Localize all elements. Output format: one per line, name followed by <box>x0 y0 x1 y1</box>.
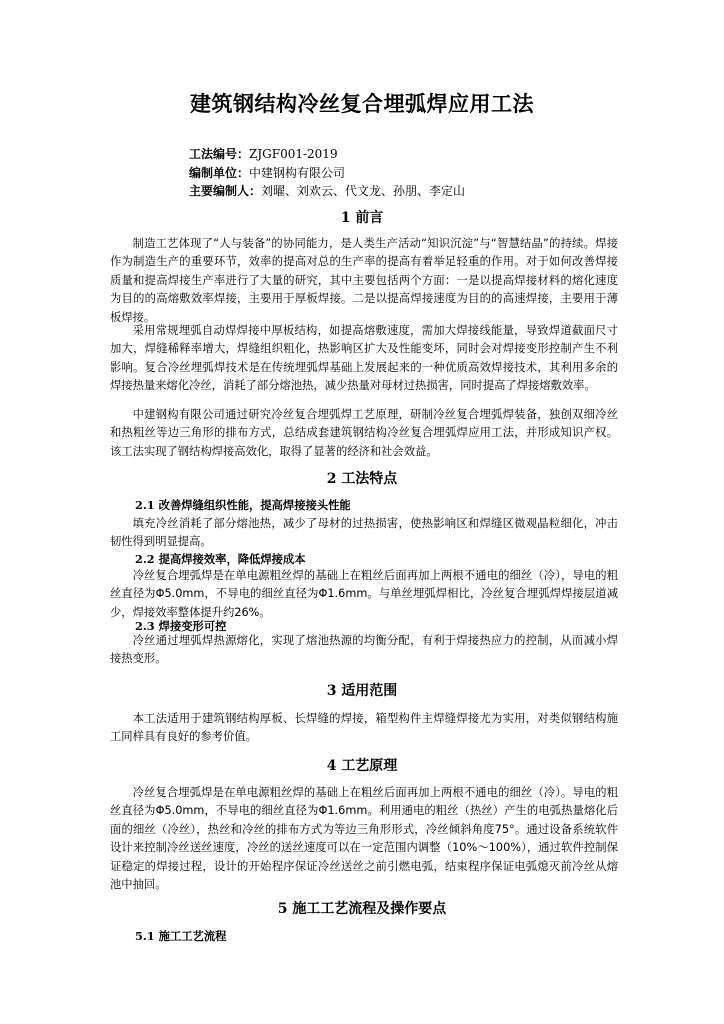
meta-code-label: 工法编号： <box>189 147 250 161</box>
section-1-paragraph-1: 制造工艺体现了“人与装备”的协同能力，是人类生产活动“知识沉淀”与“智慧结晶”的持续。焊接作为制造生产的重要环节，效率的提高对总的生产率的提高有着举足轻重的作用。对于如何改善焊接质量和提高焊接生产率进行了大量的研究，其中主要包括两个方面：一是以提高焊接材料的熔化速度为目的的高熔敷效率焊接，主要用于厚板焊接。二是以提高焊接速度为目的的高速焊接，主要用于薄板焊接。 <box>110 237 618 324</box>
section-5-heading <box>0 898 724 918</box>
subsection-2-1-heading <box>135 497 351 513</box>
section-3-paragraph: 本工法适用于建筑钢结构厚板、长焊缝的焊接，箱型构件主焊缝焊接尤为实用，对类似钢结构施工同样具有良好的参考价值。 <box>110 712 618 744</box>
subsection-2-3-title: 焊接变形可控 <box>158 620 227 633</box>
subsection-2-1-text: 填充冷丝消耗了部分熔池热，减少了母材的过热损害，使热影响区和焊缝区微观晶粒细化，冲击韧性得到明显提高。 <box>110 517 618 549</box>
section-3-heading <box>0 680 724 700</box>
section-1-title: 前言 <box>355 210 384 226</box>
section-4-heading <box>0 755 724 775</box>
subsection-2-3-number: 2.3 <box>135 619 155 633</box>
meta-authors-line <box>189 182 689 201</box>
section-5-number: 5 <box>277 901 288 917</box>
meta-authors-value: 刘曜、刘欢云、代文龙、孙朋、李定山 <box>261 184 466 198</box>
subsection-2-2-text: 冷丝复合埋弧焊是在单电源粗丝焊的基础上在粗丝后面再加上两根不通电的细丝（冷），导电的粗丝直径为Φ5.0mm，不导电的细丝直径为Φ1.6mm。与单丝埋弧焊相比，冷丝复合埋弧焊焊接层道减少，焊接效率整体提升约26%。 <box>110 569 618 619</box>
meta-authors-label: 主要编制人： <box>189 184 262 198</box>
meta-code-value: ZJGF001-2019 <box>249 147 338 161</box>
section-1-paragraph-3: 中建钢构有限公司通过研究冷丝复合埋弧焊工艺原理，研制冷丝复合埋弧焊装备，独创双细冷丝和热粗丝等边三角形的排布方式，总结成套建筑钢结构冷丝复合埋弧焊应用工法，并形成知识产权。该工法实现了钢结构焊接高效化，取得了显著的经济和社会效益。 <box>110 408 618 458</box>
section-4-number: 4 <box>326 758 337 774</box>
subsection-5-1-number: 5.1 <box>135 929 155 943</box>
section-1-paragraph-2: 采用常规埋弧自动焊焊接中厚板结构，如提高熔敷速度，需加大焊接线能量，导致焊道截面尺寸加大，焊缝稀释率增大，焊缝组织粗化，热影响区扩大及性能变坏，同时会对焊接变形控制产生不利影响。复合冷丝埋弧焊技术是在传统埋弧焊基础上发展起来的一种优质高效焊接技术，其利用多余的焊接热量来熔化冷丝，消耗了部分熔池热，减少热量对母材过热损害，同时提高了焊接熔敷效率。 <box>110 324 618 393</box>
document-title: 建筑钢结构冷丝复合埋弧焊应用工法 <box>190 92 534 116</box>
section-2-heading <box>0 468 724 488</box>
section-2-number: 2 <box>326 471 337 487</box>
subsection-2-2-title: 提高焊接效率，降低焊接成本 <box>158 553 306 566</box>
section-2-title: 工法特点 <box>341 471 398 487</box>
meta-code-line <box>189 145 689 164</box>
meta-unit-line <box>189 164 689 183</box>
section-1-number: 1 <box>340 210 351 226</box>
section-1-heading <box>0 207 724 227</box>
section-5-title: 施工工艺流程及操作要点 <box>292 901 447 917</box>
section-3-number: 3 <box>326 683 337 699</box>
subsection-5-1-title: 施工工艺流程 <box>158 930 227 943</box>
subsection-2-3-text: 冷丝通过埋弧焊热源熔化，实现了熔池热源的均衡分配，有利于焊接热应力的控制，从而减小焊接热变形。 <box>110 634 618 666</box>
subsection-2-1-number: 2.1 <box>135 498 155 512</box>
document-meta <box>189 145 689 201</box>
subsection-2-2-heading <box>135 551 306 567</box>
meta-unit-label: 编制单位： <box>189 165 250 180</box>
subsection-2-1-title: 改善焊缝组织性能，提高焊接接头性能 <box>158 499 351 512</box>
meta-unit-value: 中建钢构有限公司 <box>249 165 346 180</box>
subsection-2-2-number: 2.2 <box>135 552 155 566</box>
section-4-title: 工艺原理 <box>341 758 398 774</box>
subsection-5-1-heading <box>135 928 226 944</box>
section-3-title: 适用范围 <box>341 683 398 699</box>
section-4-paragraph: 冷丝复合埋弧焊是在单电源粗丝焊的基础上在粗丝后面再加上两根不通电的细丝（冷）。导电的粗丝直径为Φ5.0mm，不导电的细丝直径为Φ1.6mm。利用通电的粗丝（热丝）产生的电弧热量熔化后面的细丝（冷丝），热丝和冷丝的排布方式为等边三角形形式，冷丝倾斜角度75°。通过设备系统软件设计来控制冷丝送丝速度，冷丝的送丝速度可以在一定范围内调整（10%～100%），通过软件控制保证稳定的焊接过程，设计的开始程序保证冷丝送丝之前引燃电弧，结束程序保证电弧熄灭前冷丝从熔池中抽回。 <box>110 786 618 892</box>
